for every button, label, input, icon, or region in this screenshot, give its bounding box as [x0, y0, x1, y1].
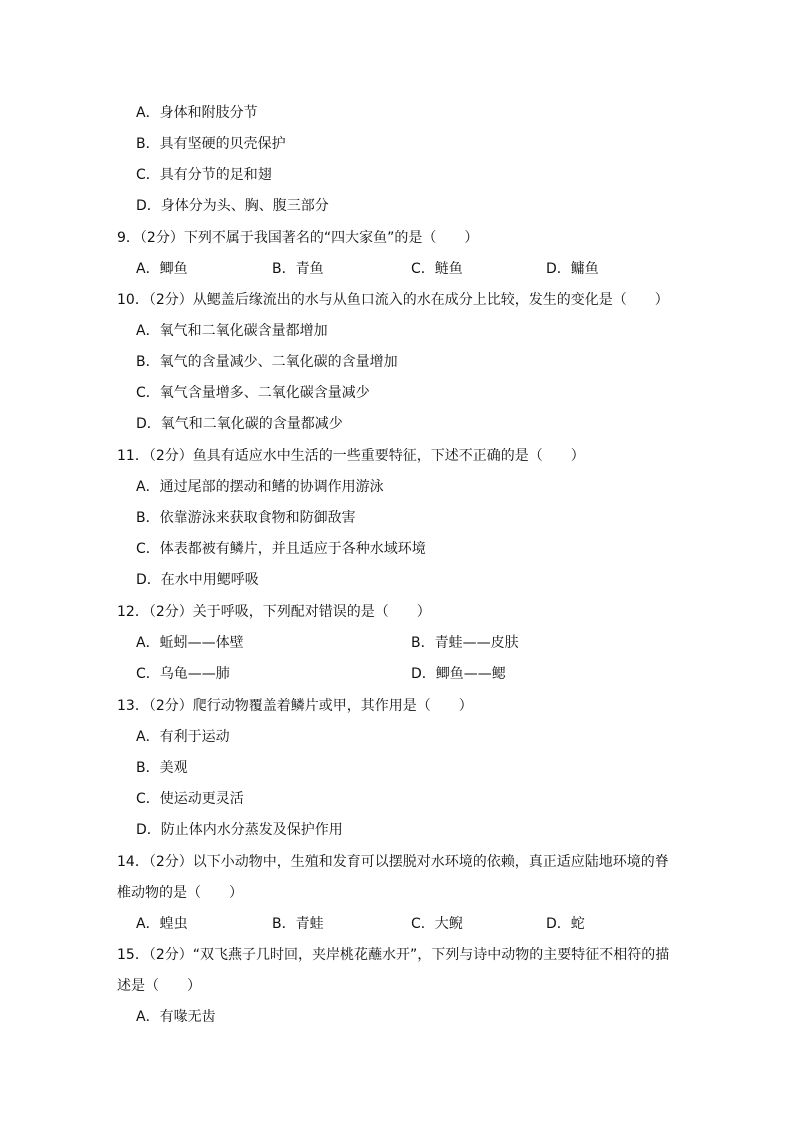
q12-option-a: A．蚯蚓——体壁: [136, 635, 244, 651]
q15-option-a: A．有喙无齿: [136, 1009, 216, 1025]
q10-option-d: D．氧气和二氧化碳的含量都减少: [136, 416, 343, 432]
q8-option-a: A．身体和附肢分节: [136, 105, 258, 121]
q8-option-b: B．具有坚硬的贝壳保护: [136, 136, 286, 152]
q14-option-c: C．大鲵: [411, 916, 463, 932]
q14-option-d: D．蛇: [546, 916, 585, 932]
q11-option-d: D．在水中用鳃呼吸: [136, 572, 259, 588]
q8-option-d: D．身体分为头、胸、腹三部分: [136, 198, 329, 214]
q10-option-b: B．氧气的含量减少、二氧化碳的含量增加: [136, 354, 398, 370]
q11-stem: 11．（2分）鱼具有适应水中生活的一些重要特征，下述不正确的是（ ）: [117, 448, 585, 464]
q11-option-a: A．通过尾部的摆动和鳍的协调作用游泳: [136, 479, 384, 495]
q14-stem-line1: 14．（2分）以下小动物中，生殖和发育可以摆脱对水环境的依赖，真正适应陆地环境的脊: [117, 854, 669, 870]
q10-option-a: A．氧气和二氧化碳含量都增加: [136, 323, 328, 339]
q12-option-b: B．青蛙——皮肤: [411, 635, 519, 651]
q8-option-c: C．具有分节的足和翅: [136, 167, 272, 183]
q12-stem: 12．（2分）关于呼吸，下列配对错误的是（ ）: [117, 604, 431, 620]
q14-stem-line2: 椎动物的是（ ）: [117, 885, 243, 901]
q12-option-d: D．鲫鱼——鳃: [411, 666, 506, 682]
q9-option-c: C．鲢鱼: [411, 261, 463, 277]
q15-stem-line2: 述是（ ）: [117, 978, 201, 994]
q9-stem: 9．（2分）下列不属于我国著名的“四大家鱼”的是（ ）: [117, 230, 479, 246]
q13-option-d: D．防止体内水分蒸发及保护作用: [136, 822, 343, 838]
q13-option-b: B．美观: [136, 760, 188, 776]
q15-stem-line1: 15．（2分）“双飞燕子几时回，夹岸桃花蘸水开”，下列与诗中动物的主要特征不相符的描: [117, 947, 670, 963]
q10-stem: 10．（2分）从鳃盖后缘流出的水与从鱼口流入的水在成分上比较，发生的变化是（ ）: [117, 292, 669, 308]
q9-option-d: D．鳙鱼: [546, 261, 599, 277]
q9-option-b: B．青鱼: [272, 261, 324, 277]
q10-option-c: C．氧气含量增多、二氧化碳含量减少: [136, 385, 370, 401]
q12-option-c: C．乌龟——肺: [136, 666, 230, 682]
q11-option-c: C．体表都被有鳞片，并且适应于各种水域环境: [136, 541, 426, 557]
q13-stem: 13．（2分）爬行动物覆盖着鳞片或甲，其作用是（ ）: [117, 698, 473, 714]
q13-option-a: A．有利于运动: [136, 729, 230, 745]
q14-option-a: A．蝗虫: [136, 916, 188, 932]
q11-option-b: B．依靠游泳来获取食物和防御敌害: [136, 510, 356, 526]
q13-option-c: C．使运动更灵活: [136, 791, 244, 807]
q14-option-b: B．青蛙: [272, 916, 324, 932]
q9-option-a: A．鲫鱼: [136, 261, 188, 277]
